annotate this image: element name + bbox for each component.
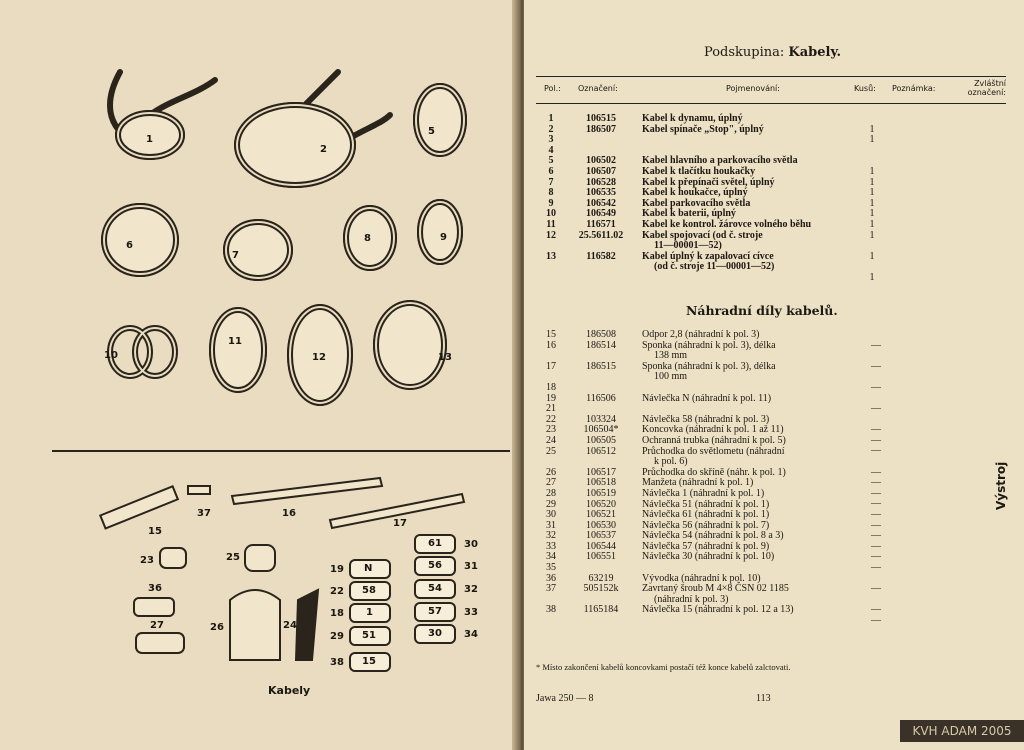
row-pol: 5 [548,155,554,167]
row-name: Kabel ke kontrol. žárovce volného běhu [642,218,812,230]
row-pol: 9 [548,197,554,209]
part-26-bushing [230,590,280,660]
row-name: Průchodka do světlometu (náhradní [642,445,785,457]
sleeve-1: 1 [366,607,373,618]
part-label-38: 38 [330,657,344,668]
part-36-grommet [134,598,174,616]
cable-label-1: 1 [146,134,153,145]
row-name: Kabel k přepínači světel, úplný [642,176,775,188]
part-label-26: 26 [210,622,224,633]
table-row [536,231,1006,242]
row-code: 1165184 [583,604,619,616]
row-code: 106535 [586,187,616,199]
row-qty: — [871,445,881,457]
subgroup-name: Kabely. [788,45,842,60]
row-name: Návlečka 56 (náhradní k pol. 7) [642,519,770,531]
row-pol: 30 [546,509,556,521]
row-name: (náhradní k pol. 3) [654,593,729,605]
footnote: * Místo zakončení kabelů koncovkami postačí též konce kabelů zalctovati. [536,662,791,672]
cable-label-6: 6 [126,240,133,251]
cable-label-9: 9 [440,232,447,243]
row-code: 103324 [586,413,616,425]
page-number: 113 [756,693,771,704]
row-pol: 29 [546,498,556,510]
row-qty: — [871,519,881,531]
sleeve-57: 57 [428,606,442,617]
right-page-parts-list [524,0,1024,750]
row-code: 106502 [586,155,616,167]
sleeve-30: 30 [428,628,442,639]
row-code: 116571 [586,218,616,230]
row-qty: 1 [869,229,875,241]
row-code: 106504* [583,424,619,436]
row-qty: 1 [869,218,875,230]
part-24-tube [296,590,318,660]
section-title: Náhradní díly kabelů. [686,303,838,318]
row-pol: 32 [546,530,556,542]
col-note: Poznámka: [892,84,936,93]
row-pol: 27 [546,477,556,489]
part-37-screw [188,486,210,494]
table-row [536,383,1006,394]
row-qty: — [871,583,881,595]
part-label-15: 15 [148,526,162,537]
row-name: 138 mm [654,350,688,362]
col-name: Pojmenování: [726,84,780,93]
row-name: Návlečka 54 (náhradní k pol. 8 a 3) [642,530,784,542]
row-qty: — [871,551,881,563]
row-name: Návlečka 15 (náhradní k pol. 12 a 13) [642,604,794,616]
row-code: 106528 [586,176,616,188]
row-name: Sponka (náhradní k pol. 3), délka [642,360,776,372]
row-code: 106515 [586,113,616,124]
row-code: 116506 [586,392,616,404]
row-pol: 37 [546,583,556,595]
row-code: 106517 [586,466,616,478]
table-row [536,135,1006,146]
table-header [536,76,1006,104]
row-code: 505152k [583,583,619,595]
row-qty: 1 [869,176,875,188]
row-code: 106549 [586,208,616,220]
cable-label-12: 12 [312,352,326,363]
row-qty: — [871,604,881,616]
row-pol: 15 [546,329,556,340]
part-label-29: 29 [330,631,344,642]
part-27-sleeve [136,633,184,653]
row-name: Manžeta (náhradní k pol. 1) [642,477,754,489]
sleeve-58: 58 [362,585,376,596]
row-qty: — [871,434,881,446]
cable-label-7: 7 [232,250,239,261]
table-row [536,362,1006,373]
row-qty: — [871,509,881,520]
row-name: Ochranná trubka (náhradní k pol. 5) [642,434,786,446]
row-name: Návlečka N (náhradní k pol. 11) [642,392,772,404]
row-qty: — [871,403,881,415]
row-pol: 26 [546,466,556,478]
row-name: Kabel spojovací (od č. stroje [642,229,763,241]
row-code: 106505 [586,434,616,446]
part-label-34: 34 [464,629,478,640]
row-name: Odpor 2,8 (náhradní k pol. 3) [642,329,760,340]
row-name: Návlečka 51 (náhradní k pol. 1) [642,498,770,510]
row-qty: — [871,540,881,552]
row-code: 106519 [586,487,616,499]
row-name: k pol. 6) [654,456,688,468]
sleeve-15: 15 [362,656,376,667]
row-name: Návlečka 30 (náhradní k pol. 10) [642,551,775,563]
spare-parts-table [536,329,1006,626]
cable-label-2: 2 [320,144,327,155]
part-label-33: 33 [464,607,478,618]
row-code: 106542 [586,197,616,209]
row-name: 100 mm [654,371,688,383]
row-code: 106507 [586,165,616,177]
row-pol: 7 [548,176,554,188]
row-pol: 24 [546,434,556,446]
part-label-30: 30 [464,539,478,550]
row-qty: 1 [869,250,875,262]
row-code: 106521 [586,509,616,521]
row-name: Kabel k houkačce, úplný [642,187,748,199]
sleeve-N: N [364,563,373,574]
row-pol: 19 [546,392,556,404]
subgroup-label: Podskupina: [704,45,785,60]
row-name: Návlečka 57 (náhradní k pol. 9) [642,540,770,552]
figure-caption: Kabely [268,684,311,697]
row-pol: 3 [548,134,554,146]
table-row [536,341,1006,352]
row-qty: 1 [869,123,875,135]
row-pol: 18 [546,381,556,393]
row-pol: 16 [546,339,556,351]
row-code: 186508 [586,329,616,340]
cable-label-5: 5 [428,126,435,137]
part-label-17: 17 [393,518,407,529]
sleeve-51: 51 [362,630,376,641]
row-pol: 35 [546,562,556,574]
row-qty: — [871,424,881,436]
part-16-clip [232,478,382,504]
row-pol: 4 [548,144,554,156]
row-qty: — [871,561,881,573]
part-label-31: 31 [464,561,478,572]
row-code: 106520 [586,498,616,510]
part-label-19: 19 [330,564,344,575]
row-qty: — [871,360,881,372]
row-name: Návlečka 61 (náhradní k pol. 1) [642,509,770,521]
row-qty: — [871,381,881,393]
row-pol: 10 [546,208,556,220]
table-row [536,123,1006,146]
col-special: Zvláštní označení: [967,79,1006,97]
col-qty: Kusů: [854,84,876,93]
subgroup-heading [704,45,841,60]
row-pol: 13 [546,250,556,262]
row-name: Kabel k baterii, úplný [642,208,736,220]
row-name: Průchodka do skříně (náhr. k pol. 1) [642,466,786,478]
sleeve-54: 54 [428,583,442,594]
table-row [536,584,1006,595]
part-23-terminal [160,548,186,568]
row-name: Zavrtaný šroub M 4×8 ČSN 02 1185 [642,583,789,595]
row-code: 106551 [586,551,616,563]
watermark: KVH ADAM 2005 [900,720,1024,742]
row-qty: 1 [869,165,875,177]
row-code: 106544 [586,540,616,552]
row-name: Návlečka 1 (náhradní k pol. 1) [642,487,765,499]
row-pol: 2 [548,123,554,135]
row-pol: 22 [546,413,556,425]
row-pol: 36 [546,572,556,584]
row-qty: 1 [869,271,875,283]
row-code: 186507 [586,123,616,135]
cable-label-11: 11 [228,336,242,347]
part-label-25: 25 [226,552,240,563]
cable-1-lead-b [150,80,215,115]
cable-label-8: 8 [364,233,371,244]
row-pol: 23 [546,424,556,436]
row-code: 116582 [586,250,616,262]
part-label-36: 36 [148,583,162,594]
part-label-37: 37 [197,508,211,519]
cable-label-13: 13 [438,352,452,363]
row-pol: 25 [546,445,556,457]
row-pol: 28 [546,487,556,499]
row-name: (od č. stroje 11—00001—52) [654,261,775,273]
row-name: Vývodka (náhradní k pol. 10) [642,572,761,584]
row-code: 106530 [586,519,616,531]
row-name: Návlečka 58 (náhradní k pol. 3) [642,413,770,425]
row-pol: 33 [546,540,556,552]
sleeve-61: 61 [428,538,442,549]
row-code: 106537 [586,530,616,542]
row-qty: — [871,487,881,499]
row-qty: — [871,339,881,351]
part-label-16: 16 [282,508,296,519]
row-code: 186514 [586,339,616,351]
row-pol: 34 [546,551,556,563]
row-code: 25.5611.02 [578,229,624,241]
row-qty: — [871,498,881,510]
row-pol: 12 [546,229,556,241]
row-name: Kabel hlavního a parkovacího světla [642,155,798,167]
row-code: 106512 [586,445,616,457]
part-label-22: 22 [330,586,344,597]
row-pol: 6 [548,165,554,177]
sleeve-56: 56 [428,560,442,571]
row-qty: 1 [869,208,875,220]
row-name: Koncovka (náhradní k pol. 1 až 11) [642,424,784,436]
row-pol: 31 [546,519,556,531]
row-pol: 38 [546,604,556,616]
footer-book-title: Jawa 250 — 8 [536,693,594,704]
col-code: Označení: [578,84,618,93]
row-name: Sponka (náhradní k pol. 3), délka [642,339,776,351]
part-label-27: 27 [150,620,164,631]
row-pol: 1 [548,113,554,124]
cables-table [536,113,1006,283]
row-qty: — [871,477,881,489]
row-name: Kabel k tlačítku houkačky [642,165,756,177]
row-code: 186515 [586,360,616,372]
part-label-24: 24 [283,620,297,631]
row-pol: 17 [546,360,556,372]
row-qty: — [871,530,881,542]
table-row [536,261,1006,283]
part-label-18: 18 [330,608,344,619]
row-code: 106518 [586,477,616,489]
illustration-divider [52,450,510,452]
row-name: Kabel úplný k zapalovací cívce [642,250,774,262]
row-qty: — [871,466,881,478]
col-pol: Pol.: [544,84,561,93]
part-label-23: 23 [140,555,154,566]
row-qty: — [871,614,881,626]
row-qty: 1 [869,134,875,146]
part-label-32: 32 [464,584,478,595]
row-name: Kabel spínače „Stop", úplný [642,123,764,135]
cable-label-10: 10 [104,350,118,361]
row-qty: 1 [869,197,875,209]
row-code: 63219 [588,572,614,584]
table-row [536,604,1006,626]
row-name: Kabel k dynamu, úplný [642,113,743,124]
section-side-tab: Výstroj [994,461,1008,510]
row-name: 11—00001—52) [654,240,722,252]
row-pol: 11 [546,218,556,230]
row-pol: 21 [546,403,556,415]
part-25-grommet [245,545,275,571]
row-name: Kabel parkovacího světla [642,197,751,209]
row-qty: 1 [869,187,875,199]
row-pol: 8 [548,187,554,199]
part-15-spring [100,486,178,528]
table-row [536,447,1006,458]
